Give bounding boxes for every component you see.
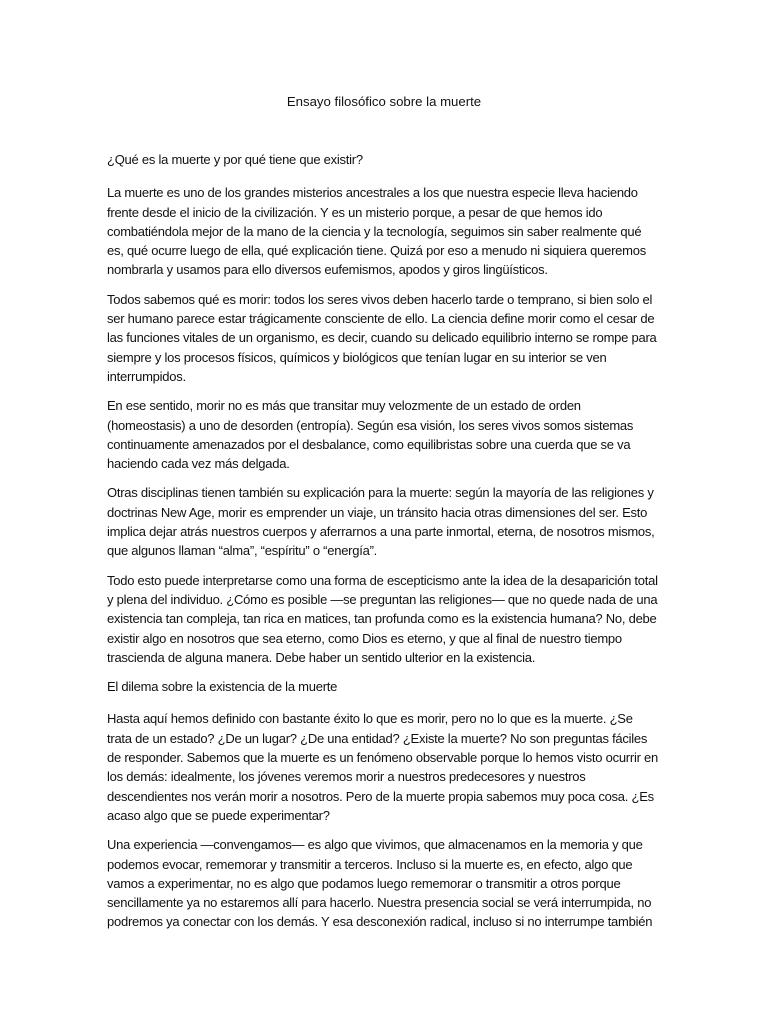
document-body xyxy=(107,150,659,942)
section-heading: El dilema sobre la existencia de la muerte xyxy=(107,679,338,695)
paragraph: Todos sabemos qué es morir: todos los seres vivos deben hacerlo tarde o temprano, si bien solo el ser humano parece estar trágicamente consciente de ello. La ciencia define morir como el cesar de las funciones vitales de un organismo, es decir, cuando su delicado equilibrio interno se rompe para siempre y los procesos físicos, químicos y biológicos que tenían lugar en su interior se ven interrumpidos. xyxy=(107,291,657,384)
paragraph: Una experiencia —convengamos— es algo que vivimos, que almacenamos en la memoria y que podemos evocar, rememorar y transmitir a terceros. Incluso si la muerte es, en efecto, algo que vamos a experimentar, no es algo que podamos luego rememorar o transmitir a otros porque sencillamente ya no estaremos allí para hacerlo. Nuestra presencia social se verá interrumpida, no podremos ya conectar con los demás. Y esa desconexión radical, incluso si no interrumpe también xyxy=(107,837,653,930)
paragraph: Hasta aquí hemos definido con bastante éxito lo que es morir, pero no lo que es la muerte. ¿Se trata de un estado? ¿De un lugar? ¿De una entidad? ¿Existe la muerte? No son preguntas fáciles de responder. Sabemos que la muerte es un fenómeno observable porque lo hemos visto ocurrir en los demás: idealmente, los jóvenes veremos morir a nuestros predecesores y nuestros descendientes nos verán morir a nosotros. Pero de la muerte propia sabemos muy poca cosa. ¿Es acaso algo que se puede experimentar? xyxy=(107,711,659,823)
paragraph: Todo esto puede interpretarse como una forma de escepticismo ante la idea de la desaparición total y plena del individuo. ¿Cómo es posible —se preguntan las religiones— que no quede nada de una existencia tan compleja, tan rica en matices, tan profunda como es la existencia humana? No, debe existir algo en nosotros que sea eterno, como Dios es eterno, y que al final de nuestro tiempo trascienda de alguna manera. Debe haber un sentido ulterior en la existencia. xyxy=(107,572,658,665)
intro-question: ¿Qué es la muerte y por qué tiene que existir? xyxy=(107,152,363,167)
paragraph: La muerte es uno de los grandes misterios ancestrales a los que nuestra especie lleva haciendo frente desde el inicio de la civilización. Y es un misterio porque, a pesar de que hemos ido combatiéndola mejor de la mano de la ciencia y la tecnología, seguimos sin saber realmente qué es, qué ocurre luego de ella, qué explicación tiene. Quizá por eso a menudo ni siquiera queremos nombrarla y usamos para ello diversos eufemismos, apodos y giros lingüísticos. xyxy=(107,185,646,278)
document-title: Ensayo filosófico sobre la muerte xyxy=(286,94,482,109)
paragraph: En ese sentido, morir no es más que transitar muy velozmente de un estado de orden (homeostasis) a uno de desorden (entropía). Según esa visión, los seres vivos somos sistemas continuamente amenazados por el desbalance, como equilibristas sobre una cuerda que se va haciendo cada vez más delgada. xyxy=(107,398,634,472)
paragraph: Otras disciplinas tienen también su explicación para la muerte: según la mayoría de las religiones y doctrinas New Age, morir es emprender un viaje, un tránsito hacia otras dimensiones del ser. Esto implica dejar atrás nuestros cuerpos y aferrarnos a una parte inmortal, eterna, de nosotros mismos, que algunos llaman “alma”, “espíritu” o “energía”. xyxy=(107,485,655,559)
